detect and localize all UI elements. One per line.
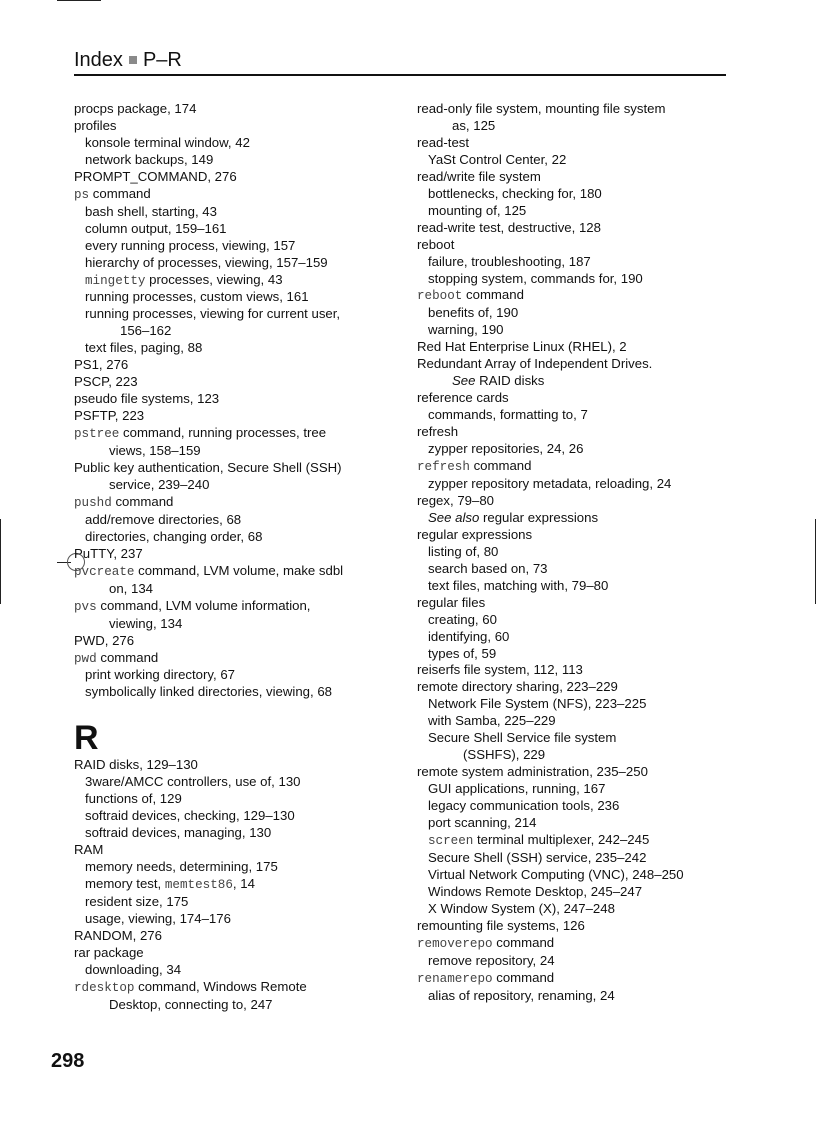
entry-text: as, 125	[452, 117, 496, 133]
entry-text: command, LVM volume information,	[96, 597, 311, 613]
index-subentry	[417, 271, 737, 288]
index-subentry	[417, 713, 737, 730]
index-subentry	[417, 305, 737, 322]
index-subentry	[74, 667, 394, 684]
entry-text: column output, 159–161	[85, 220, 227, 236]
index-entry-continuation	[74, 477, 394, 494]
entry-text: commands, formatting to, 7	[428, 407, 588, 423]
entry-text: (SSHFS), 229	[463, 747, 546, 763]
index-subentry	[417, 544, 737, 561]
section-letter: R	[74, 719, 99, 758]
entry-text: viewing, 134	[109, 615, 183, 631]
index-entry	[74, 391, 394, 408]
entry-text: processes, viewing, 43	[145, 271, 283, 287]
entry-text: views, 158–159	[109, 443, 201, 459]
entry-text: reboot	[417, 289, 463, 304]
entry-text: softraid devices, managing, 130	[85, 825, 272, 841]
entry-text: text files, paging, 88	[85, 340, 203, 356]
index-entry	[417, 101, 737, 118]
index-entry	[417, 679, 737, 696]
entry-text: command	[96, 649, 159, 665]
index-entry	[417, 169, 737, 186]
index-subentry	[417, 203, 737, 220]
entry-text: command, Windows Remote	[134, 978, 307, 994]
crop-mark	[57, 0, 101, 1]
index-entry-continuation	[417, 373, 737, 390]
entry-text: refresh	[417, 424, 459, 440]
entry-text: print working directory, 67	[85, 667, 236, 683]
entry-text: pseudo file systems, 123	[74, 391, 220, 407]
index-entry	[74, 928, 394, 945]
index-subentry	[417, 186, 737, 203]
entry-text: service, 239–240	[109, 476, 210, 492]
entry-text: zypper repositories, 24, 26	[428, 441, 584, 457]
entry-text: on, 134	[109, 580, 153, 596]
entry-text: renamerepo	[417, 971, 493, 986]
index-subentry	[417, 476, 737, 493]
index-subentry	[417, 322, 737, 339]
index-subentry	[74, 135, 394, 152]
index-subentry	[417, 407, 737, 424]
index-subentry	[417, 781, 737, 798]
index-subentry	[417, 561, 737, 578]
entry-text: reference cards	[417, 390, 509, 406]
entry-text: PuTTY, 237	[74, 545, 143, 561]
entry-text: symbolically linked directories, viewing, 68	[85, 684, 333, 700]
entry-text: See also	[428, 509, 480, 525]
index-entry	[417, 135, 737, 152]
index-subentry	[74, 774, 394, 791]
entry-text: rdesktop	[74, 980, 135, 995]
entry-text: remove repository, 24	[428, 952, 555, 968]
index-subentry	[74, 876, 394, 894]
index-entry-continuation	[417, 118, 737, 135]
entry-text: command, running processes, tree	[119, 425, 327, 441]
index-entry	[417, 527, 737, 544]
index-entry	[417, 970, 737, 988]
index-subentry	[417, 798, 737, 815]
entry-text: 3ware/AMCC controllers, use of, 130	[85, 774, 301, 790]
index-entry	[417, 493, 737, 510]
index-entry	[74, 186, 394, 204]
entry-text: functions of, 129	[85, 791, 182, 807]
entry-text: command	[111, 493, 174, 509]
entry-text: reboot	[417, 236, 455, 252]
entry-text: regex, 79–80	[417, 492, 494, 508]
header-range: P–R	[142, 49, 182, 71]
entry-text: command, LVM volume, make sdbl	[134, 562, 344, 578]
entry-text: RAM	[74, 842, 104, 858]
entry-text: ps	[74, 187, 90, 202]
entry-text: command	[469, 458, 532, 474]
entry-text: usage, viewing, 174–176	[85, 910, 231, 926]
entry-text: every running process, viewing, 157	[85, 237, 296, 253]
entry-text: Redundant Array of Independent Drives.	[417, 356, 653, 372]
index-subentry	[74, 859, 394, 876]
index-subentry	[417, 730, 737, 747]
entry-text: add/remove directories, 68	[85, 511, 242, 527]
entry-text: directories, changing order, 68	[85, 528, 263, 544]
entry-text: terminal multiplexer, 242–245	[473, 831, 650, 847]
index-entry	[74, 408, 394, 425]
index-subentry	[74, 894, 394, 911]
entry-text: command	[89, 185, 151, 201]
index-entry-continuation	[74, 581, 394, 598]
index-subentry	[417, 629, 737, 646]
index-entry	[417, 237, 737, 254]
index-entry	[417, 918, 737, 935]
header-title: Index	[74, 49, 123, 71]
index-subentry	[74, 306, 394, 323]
index-entry	[417, 595, 737, 612]
index-subentry	[74, 272, 394, 290]
entry-text: bash shell, starting, 43	[85, 203, 217, 219]
index-entry	[417, 764, 737, 781]
entry-text: read-test	[417, 134, 470, 150]
index-entry	[74, 169, 394, 186]
entry-text: GUI applications, running, 167	[428, 781, 606, 797]
entry-text: creating, 60	[428, 611, 497, 627]
entry-text: remote directory sharing, 223–229	[417, 679, 618, 695]
page-number: 298	[51, 1050, 85, 1072]
entry-text: memtest86	[164, 878, 233, 893]
entry-text: profiles	[74, 117, 117, 133]
entry-text: See	[452, 373, 476, 389]
index-entry	[74, 425, 394, 443]
entry-text: YaSt Control Center, 22	[428, 151, 567, 167]
entry-text: with Samba, 225–229	[428, 713, 556, 729]
entry-text: read-write test, destructive, 128	[417, 219, 601, 235]
index-subentry	[417, 441, 737, 458]
index-entry	[417, 287, 737, 305]
index-subentry	[417, 254, 737, 271]
index-subentry	[417, 815, 737, 832]
crop-mark	[0, 519, 1, 604]
entry-text: search based on, 73	[428, 560, 548, 576]
entry-text: Virtual Network Computing (VNC), 248–250	[428, 866, 684, 882]
entry-text: command	[492, 969, 555, 985]
header-square-icon	[129, 56, 137, 64]
index-entry	[417, 458, 737, 476]
entry-text: hierarchy of processes, viewing, 157–159	[85, 254, 328, 270]
index-group-r	[74, 757, 394, 1013]
entry-text: PROMPT_COMMAND, 276	[74, 168, 237, 184]
index-entry	[417, 935, 737, 953]
index-subentry	[74, 512, 394, 529]
entry-text: memory needs, determining, 175	[85, 859, 278, 875]
entry-text: warning, 190	[428, 322, 504, 338]
index-group-p	[74, 101, 394, 701]
entry-text: pvcreate	[74, 564, 135, 579]
entry-text: PSCP, 223	[74, 374, 138, 390]
entry-text: Desktop, connecting to, 247	[109, 996, 273, 1012]
index-entry	[417, 424, 737, 441]
entry-text: RANDOM, 276	[74, 927, 162, 943]
entry-text: failure, troubleshooting, 187	[428, 253, 591, 269]
entry-text: Secure Shell (SSH) service, 235–242	[428, 849, 647, 865]
index-subentry	[74, 238, 394, 255]
index-subentry	[417, 850, 737, 867]
index-column-right	[417, 101, 737, 1005]
entry-text: bottlenecks, checking for, 180	[428, 185, 602, 201]
entry-text: Secure Shell Service file system	[428, 730, 617, 746]
running-header	[74, 48, 726, 76]
entry-text: PSFTP, 223	[74, 408, 145, 424]
entry-text: read-only file system, mounting file system	[417, 101, 666, 116]
entry-text: Windows Remote Desktop, 245–247	[428, 883, 643, 899]
index-entry	[74, 546, 394, 563]
index-entry	[417, 356, 737, 373]
entry-text: 156–162	[120, 323, 172, 339]
index-subentry	[74, 152, 394, 169]
index-entry	[74, 563, 394, 581]
entry-text: network backups, 149	[85, 151, 214, 167]
index-subentry	[74, 791, 394, 808]
index-entry	[74, 374, 394, 391]
entry-text: refresh	[417, 460, 470, 475]
entry-text: zypper repository metadata, reloading, 24	[428, 475, 672, 491]
index-entry	[74, 650, 394, 668]
index-entry	[74, 598, 394, 616]
entry-text: running processes, viewing for current user,	[85, 306, 341, 322]
entry-text: regular expressions	[479, 509, 599, 525]
entry-text: pwd	[74, 651, 97, 666]
index-entry	[74, 118, 394, 135]
index-entry-continuation	[74, 997, 394, 1014]
entry-text: command	[462, 287, 524, 303]
index-entry	[417, 662, 737, 679]
entry-text: legacy communication tools, 236	[428, 798, 620, 814]
entry-text: identifying, 60	[428, 628, 510, 644]
entry-text: listing of, 80	[428, 543, 499, 559]
entry-text: PS1, 276	[74, 357, 129, 373]
index-subentry	[417, 510, 737, 527]
index-subentry	[417, 832, 737, 850]
entry-text: screen	[428, 833, 474, 848]
index-entry	[74, 460, 394, 477]
index-subentry	[74, 911, 394, 928]
entry-text: mingetty	[85, 273, 146, 288]
index-entry	[74, 494, 394, 512]
entry-text: port scanning, 214	[428, 815, 537, 831]
index-subentry	[74, 962, 394, 979]
index-entry	[417, 390, 737, 407]
index-group-r-continued	[417, 101, 737, 1005]
entry-text: removerepo	[417, 936, 493, 951]
index-entry	[74, 101, 394, 118]
entry-text: X Window System (X), 247–248	[428, 900, 615, 916]
entry-text: text files, matching with, 79–80	[428, 577, 609, 593]
index-entry	[417, 339, 737, 356]
index-subentry	[417, 612, 737, 629]
entry-text: pvs	[74, 599, 97, 614]
index-subentry	[74, 255, 394, 272]
index-entry	[74, 945, 394, 962]
entry-text: regular files	[417, 594, 486, 610]
entry-text: procps package, 174	[74, 101, 197, 116]
index-entry	[74, 979, 394, 997]
entry-text: types of, 59	[428, 645, 497, 661]
entry-text: alias of repository, renaming, 24	[428, 987, 615, 1003]
index-subentry	[417, 152, 737, 169]
index-subentry	[417, 884, 737, 901]
index-subentry	[74, 529, 394, 546]
index-subentry	[417, 867, 737, 884]
entry-text: downloading, 34	[85, 961, 182, 977]
index-subentry	[74, 808, 394, 825]
entry-text: , 14	[232, 876, 255, 892]
entry-text: pushd	[74, 495, 112, 510]
entry-text: stopping system, commands for, 190	[428, 270, 643, 286]
index-subentry	[74, 204, 394, 221]
index-column-left	[74, 101, 394, 1014]
entry-text: Red Hat Enterprise Linux (RHEL), 2	[417, 339, 627, 355]
entry-text: remounting file systems, 126	[417, 917, 585, 933]
entry-text: running processes, custom views, 161	[85, 289, 309, 305]
index-subentry	[74, 684, 394, 701]
entry-text: rar package	[74, 944, 144, 960]
index-subentry	[417, 696, 737, 713]
index-entry-continuation	[74, 323, 394, 340]
entry-text: regular expressions	[417, 526, 533, 542]
entry-text: Public key authentication, Secure Shell (SSH)	[74, 460, 342, 476]
index-entry-continuation	[74, 443, 394, 460]
index-subentry	[74, 340, 394, 357]
index-entry	[74, 633, 394, 650]
index-subentry	[417, 953, 737, 970]
index-entry-continuation	[74, 616, 394, 633]
entry-text: memory test,	[85, 876, 165, 892]
entry-text: pstree	[74, 427, 120, 442]
index-subentry	[74, 221, 394, 238]
index-subentry	[74, 825, 394, 842]
index-entry	[417, 220, 737, 237]
entry-text: mounting of, 125	[428, 202, 527, 218]
index-subentry	[74, 289, 394, 306]
index-entry	[74, 357, 394, 374]
entry-text: Network File System (NFS), 223–225	[428, 696, 647, 712]
index-entry	[74, 757, 394, 774]
entry-text: softraid devices, checking, 129–130	[85, 808, 295, 824]
entry-text: remote system administration, 235–250	[417, 764, 648, 780]
index-entry	[74, 842, 394, 859]
entry-text: reiserfs file system, 112, 113	[417, 662, 583, 678]
entry-text: RAID disks, 129–130	[74, 757, 198, 773]
entry-text: konsole terminal window, 42	[85, 134, 250, 150]
index-subentry	[417, 988, 737, 1005]
entry-text: read/write file system	[417, 168, 541, 184]
entry-text: command	[492, 934, 555, 950]
entry-text: resident size, 175	[85, 893, 189, 909]
index-entry-continuation	[417, 747, 737, 764]
entry-text: RAID disks	[475, 373, 545, 389]
index-subentry	[417, 901, 737, 918]
entry-text: benefits of, 190	[428, 305, 519, 321]
entry-text: PWD, 276	[74, 632, 135, 648]
index-subentry	[417, 578, 737, 595]
index-subentry	[417, 646, 737, 663]
